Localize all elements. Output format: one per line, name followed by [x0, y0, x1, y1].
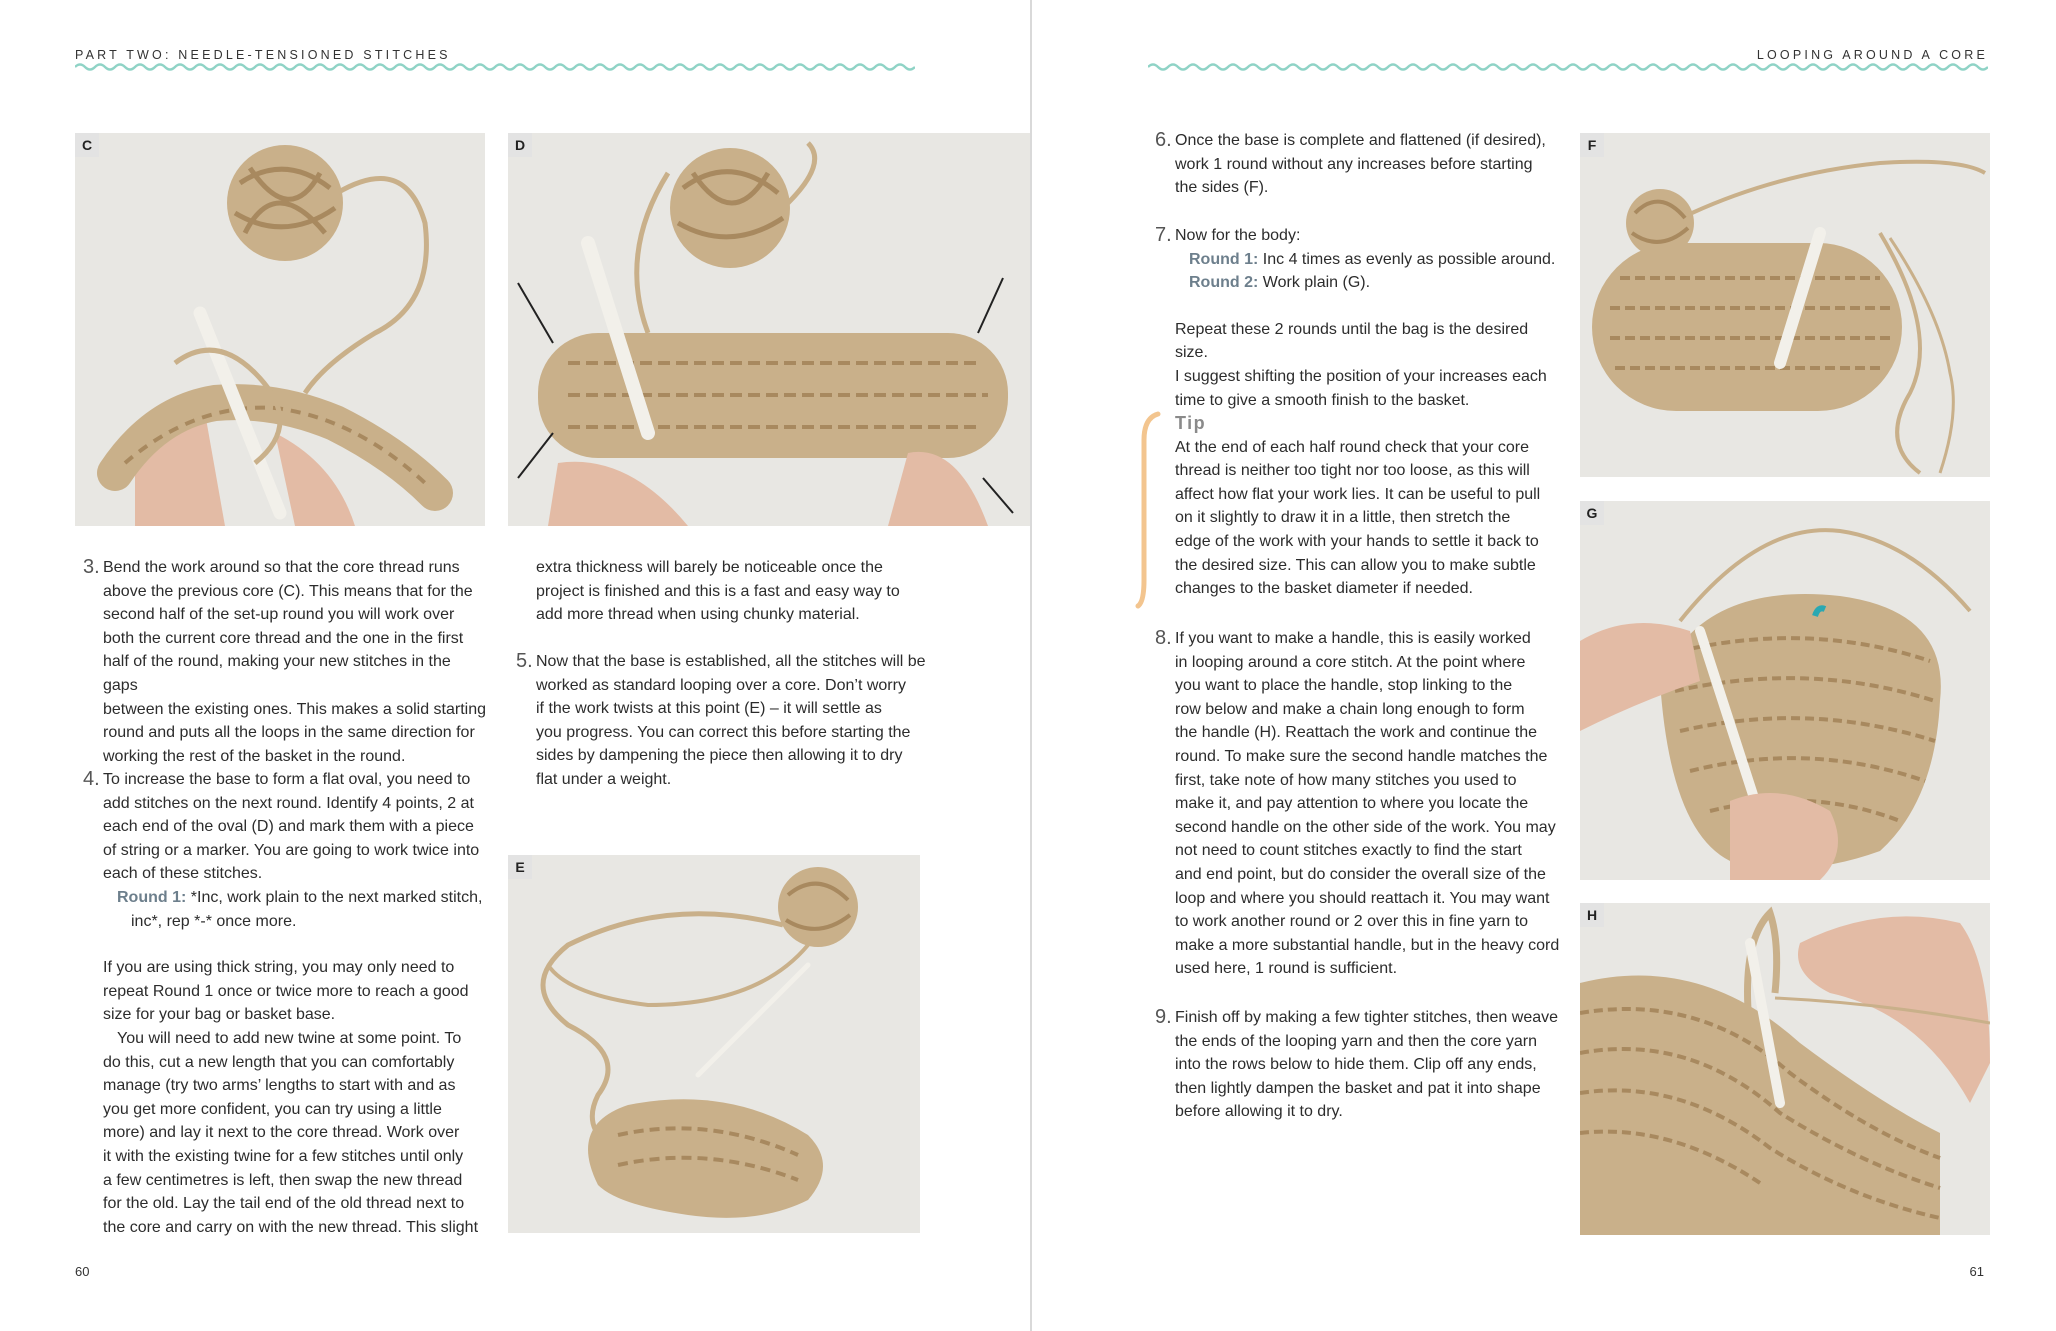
photo-g-label: G: [1580, 501, 1604, 525]
step-8-line: in looping around a core stitch. At the point where: [1175, 653, 1526, 671]
step-8-line: to work another round or 2 over this in fine yarn to: [1175, 913, 1529, 931]
step-4-line: To increase the base to form a flat oval, you need to: [103, 771, 471, 788]
left-running-head: PART TWO: NEEDLE-TENSIONED STITCHES: [75, 48, 451, 62]
tip-line: edge of the work with your hands to settle it back to: [1175, 532, 1539, 550]
right-running-head: LOOPING AROUND A CORE: [1756, 48, 1988, 62]
step-8-line: loop and where you should reattach it. You may want: [1175, 889, 1550, 907]
step-5-line: you progress. You can correct this before starting the: [536, 723, 911, 741]
step-6-line: the sides (F).: [1175, 179, 1269, 197]
step-5-number: 5.: [516, 650, 533, 672]
step-3-line: Bend the work around so that the core thread runs: [103, 559, 460, 576]
step-3-line: round and puts all the loops in the same direction for: [103, 724, 475, 742]
step-9-line: into the rows below to hide them. Clip off any ends,: [1175, 1056, 1537, 1074]
step-8-line: row below and make a chain long enough to form: [1175, 700, 1525, 718]
page-gutter: [1030, 0, 1032, 1331]
right-page-number: 61: [1969, 1264, 1984, 1279]
step-5-line: worked as standard looping over a core. Don’t worry: [536, 676, 906, 694]
step-9-line: before allowing it to dry.: [1175, 1103, 1343, 1121]
step-6-line: Once the base is complete and flattened (if desired),: [1175, 132, 1546, 149]
step-6-line: work 1 round without any increases before starting: [1175, 155, 1533, 173]
step-3-line: second half of the set-up round you will work over: [103, 606, 455, 624]
step-8-line: make it, and pay attention to where you locate the: [1175, 795, 1529, 813]
step-4-para1-line: If you are using thick string, you may only need to: [103, 959, 455, 977]
step-4-line: each end of the oval (D) and mark them with a piece: [103, 818, 474, 836]
step-3-number: 3.: [83, 556, 100, 578]
right-wave-rule: [1148, 62, 1988, 72]
step-4: [83, 768, 488, 1239]
step-3-line: above the previous core (C). This means that for the: [103, 582, 473, 600]
step-7-para-line: I suggest shifting the position of your increases each: [1175, 367, 1547, 385]
step-7-number: 7.: [1155, 224, 1172, 246]
step-7-intro: Now for the body:: [1175, 227, 1301, 244]
step-3: [83, 556, 488, 768]
step-4-para2-line: you get more confident, you can try using a little: [103, 1100, 442, 1118]
step-4-para2-line: a few centimetres is left, then swap the new thread: [103, 1171, 463, 1189]
step-4-line: add stitches on the next round. Identify 4 points, 2 at: [103, 794, 474, 812]
step-8-line: and end point, but do consider the overall size of the: [1175, 865, 1546, 883]
continued-line: project is finished and this is a fast and easy way to: [536, 582, 900, 600]
step-8-line: not need to count stitches exactly to find the start: [1175, 842, 1522, 860]
photo-d-label: D: [508, 133, 532, 157]
step-8-line: used here, 1 round is sufficient.: [1175, 960, 1398, 978]
step-3-line: both the current core thread and the one in the first: [103, 629, 464, 647]
step-8-line: first, take note of how many stitches you used to: [1175, 771, 1517, 789]
step-4-number: 4.: [83, 768, 100, 790]
photo-d-illustration: [508, 133, 1030, 526]
tip-line: changes to the basket diameter if needed.: [1175, 580, 1473, 598]
photo-f: [1580, 133, 1990, 477]
photo-h-label: H: [1580, 903, 1604, 927]
photo-c-illustration: [75, 133, 485, 526]
photo-g-illustration: [1580, 501, 1990, 880]
step-4-para2-line: the core and carry on with the new thread. This slight: [103, 1218, 479, 1236]
step-4-para2-line: for the old. Lay the tail end of the old thread next to: [103, 1195, 465, 1213]
step-4-para2-line: do this, cut a new length that you can comfortably: [103, 1053, 455, 1071]
tip-line: on it slightly to draw it in a little, then stretch the: [1175, 509, 1511, 527]
step-9: [1155, 1006, 1560, 1124]
step-8-line: If you want to make a handle, this is easily worked: [1175, 630, 1531, 647]
step-4-line: of string or a marker. You are going to work twice into: [103, 841, 480, 859]
step-6-number: 6.: [1155, 129, 1172, 151]
photo-d: [508, 133, 1030, 526]
step-9-line: Finish off by making a few tighter stitches, then weave: [1175, 1009, 1559, 1026]
tip-line: At the end of each half round check that your core: [1175, 438, 1529, 456]
step-5-line: sides by dampening the piece then allowing it to dry: [536, 747, 903, 765]
round-2-text: Work plain (G).: [1258, 274, 1371, 292]
step-4-round-1: [103, 886, 488, 910]
step-7: [1155, 224, 1560, 412]
step-4-line: each of these stitches.: [103, 865, 263, 883]
step-8-line: the handle (H). Reattach the work and continue the: [1175, 724, 1537, 742]
step-7-round-1: [1175, 248, 1560, 272]
photo-h: [1580, 903, 1990, 1235]
step-9-line: then lightly dampen the basket and pat it into shape: [1175, 1079, 1541, 1097]
left-page-number: 60: [75, 1264, 90, 1279]
round-1-text: Inc 4 times as evenly as possible around.: [1258, 250, 1556, 268]
tip-line: affect how flat your work lies. It can be useful to pull: [1175, 485, 1541, 503]
step-8-line: you want to place the handle, stop linking to the: [1175, 677, 1513, 695]
step-4-para2-line: it with the existing twine for a few stitches until only: [103, 1147, 464, 1165]
step-9-number: 9.: [1155, 1006, 1172, 1028]
tip-box: [1175, 412, 1575, 601]
step-4-para2-line: more) and lay it next to the core thread. Work over: [103, 1124, 460, 1142]
tip-line: the desired size. This can allow you to make subtle: [1175, 556, 1536, 574]
tip-line: thread is neither too tight nor too loose, as this will: [1175, 462, 1530, 480]
step-5-line: Now that the base is established, all the stitches will be: [536, 653, 926, 670]
step-7-para-line: Repeat these 2 rounds until the bag is the desired size.: [1175, 320, 1529, 362]
photo-e: [508, 855, 920, 1233]
step-3-line: between the existing ones. This makes a solid starting: [103, 700, 487, 718]
photo-h-illustration: [1580, 903, 1990, 1235]
step-7-para-line: time to give a smooth finish to the basket.: [1175, 391, 1470, 409]
left-wave-rule: [75, 62, 915, 72]
step-8-line: second handle on the other side of the work. You may: [1175, 818, 1556, 836]
round-1-label: Round 1:: [1189, 250, 1259, 268]
step-4-continued: [516, 556, 926, 627]
step-5: [516, 650, 926, 792]
photo-f-illustration: [1580, 133, 1990, 477]
photo-e-illustration: [508, 855, 920, 1233]
step-3-line: half of the round, making your new stitches in the gaps: [103, 653, 451, 694]
step-4-para2-line: You will need to add new twine at some point. To: [117, 1029, 462, 1047]
photo-e-label: E: [508, 855, 532, 879]
step-7-round-2: [1175, 271, 1560, 295]
round-1-text: *Inc, work plain to the next marked stitch,: [186, 888, 483, 906]
step-5-line: if the work twists at this point (E) – it will settle as: [536, 700, 882, 718]
step-9-line: the ends of the looping yarn and then the core yarn: [1175, 1032, 1538, 1050]
step-4-para1-line: size for your bag or basket base.: [103, 1006, 336, 1024]
photo-c: [75, 133, 485, 526]
step-4-round-1-cont: inc*, rep *-* once more.: [131, 912, 297, 930]
tip-title: Tip: [1175, 413, 1207, 433]
photo-f-label: F: [1580, 133, 1604, 157]
step-5-line: flat under a weight.: [536, 770, 672, 788]
step-6: [1155, 129, 1560, 200]
step-8-number: 8.: [1155, 627, 1172, 649]
step-8: [1155, 627, 1560, 981]
photo-g: [1580, 501, 1990, 880]
round-1-label: Round 1:: [117, 888, 187, 906]
tip-bracket: [1134, 410, 1164, 610]
step-8-line: make a more substantial handle, but in the heavy cord: [1175, 936, 1560, 954]
round-2-label: Round 2:: [1189, 274, 1259, 292]
continued-line: extra thickness will barely be noticeable once the: [536, 559, 883, 576]
step-8-line: round. To make sure the second handle matches the: [1175, 747, 1548, 765]
continued-line: add more thread when using chunky material.: [536, 606, 860, 624]
step-4-para1-line: repeat Round 1 once or twice more to reach a good: [103, 982, 469, 1000]
step-3-line: working the rest of the basket in the round.: [103, 747, 406, 765]
step-4-para2-line: manage (try two arms’ lengths to start with and as: [103, 1077, 456, 1095]
photo-c-label: C: [75, 133, 99, 157]
